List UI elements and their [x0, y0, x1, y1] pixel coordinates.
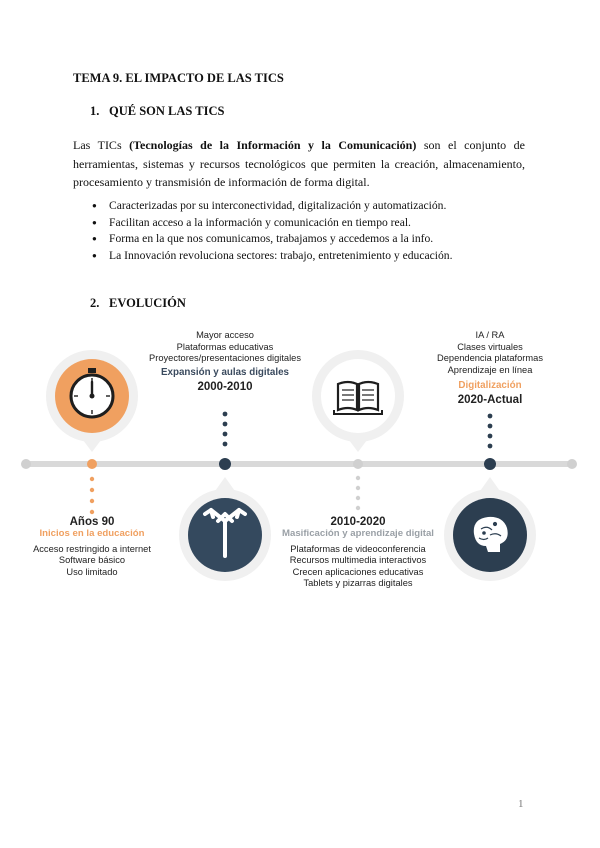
timeline-marker-2	[219, 458, 231, 470]
period-title: Inicios en la educación	[39, 528, 145, 539]
period-title: Expansión y aulas digitales	[161, 366, 289, 378]
period-item: Tablets y pizarras digitales	[303, 578, 413, 588]
period-item: Plataformas de videoconferencia	[290, 543, 426, 554]
intro-text-rest: son el conjunto de herramientas, sistemas y recursos tecnológicos que permiten la creación, almacenamiento, procesamiento y transmisión de información de forma digital.	[73, 138, 525, 189]
badge-1	[46, 350, 138, 452]
open-book-icon	[334, 382, 382, 414]
connector-dots-3	[356, 476, 360, 510]
period-year: Años 90	[69, 516, 115, 528]
connector-dots-4	[488, 414, 493, 449]
period-item: Clases virtuales	[457, 341, 523, 352]
connector-dots-2	[223, 412, 228, 447]
list-item: ● Caracterizadas por su interconectividad, digitalización y automatización.	[92, 198, 532, 215]
section-number: 1.	[90, 104, 100, 118]
period-item: IA / RA	[475, 330, 505, 340]
connector-dots-1	[90, 477, 94, 514]
timeline-marker-3	[353, 459, 363, 469]
bullet-list	[92, 198, 532, 264]
timeline-infographic	[0, 320, 600, 620]
period-item: Aprendizaje en línea	[447, 364, 533, 375]
period-item: Recursos multimedia interactivos	[289, 555, 427, 565]
intro-paragraph	[73, 136, 525, 192]
period-item: Uso limitado	[66, 566, 118, 577]
section-title: QUÉ SON LAS TICS	[109, 104, 225, 118]
intro-text-start: Las TICs	[73, 138, 130, 152]
list-item: ● La Innovación revoluciona sectores: trabajo, entretenimiento y educación.	[92, 248, 532, 265]
period-3-text	[258, 516, 458, 590]
timeline-start-dot	[21, 459, 31, 469]
period-item: Crecen aplicaciones educativas	[292, 566, 424, 577]
section-heading-1	[90, 104, 224, 119]
period-year: 2010-2020	[330, 516, 386, 528]
period-item: Software básico	[58, 555, 126, 565]
badge-3	[312, 350, 404, 452]
period-item: Acceso restringido a internet	[33, 543, 151, 554]
period-year: 2000-2010	[197, 380, 253, 393]
period-title: Masificación y aprendizaje digital	[282, 528, 434, 539]
section-number: 2.	[90, 296, 100, 310]
period-title: Digitalización	[458, 380, 522, 391]
intro-text-bold: (Tecnologías de la Información y la Comunicación)	[129, 138, 417, 152]
list-item: ● Facilitan acceso a la información y comunicación en tiempo real.	[92, 215, 532, 232]
period-item: Mayor acceso	[196, 330, 254, 340]
section-heading-2	[90, 296, 186, 311]
timeline-marker-1	[87, 459, 97, 469]
period-year: 2020-Actual	[457, 393, 523, 406]
document-title: TEMA 9. EL IMPACTO DE LAS TICS	[73, 71, 284, 85]
period-item: Dependencia plataformas	[437, 353, 543, 363]
page-number: 1	[518, 798, 524, 810]
period-4-text	[410, 330, 570, 406]
timeline-end-dot	[567, 459, 577, 469]
period-2-text	[135, 330, 315, 393]
period-item: Proyectores/presentaciones digitales	[149, 353, 301, 363]
timeline-marker-4	[484, 458, 496, 470]
section-title: EVOLUCIÓN	[109, 296, 186, 310]
period-1-text	[12, 516, 172, 578]
list-item: ● Forma en la que nos comunicamos, trabajamos y accedemos a la info.	[92, 231, 532, 248]
period-item: Plataformas educativas	[176, 341, 274, 352]
